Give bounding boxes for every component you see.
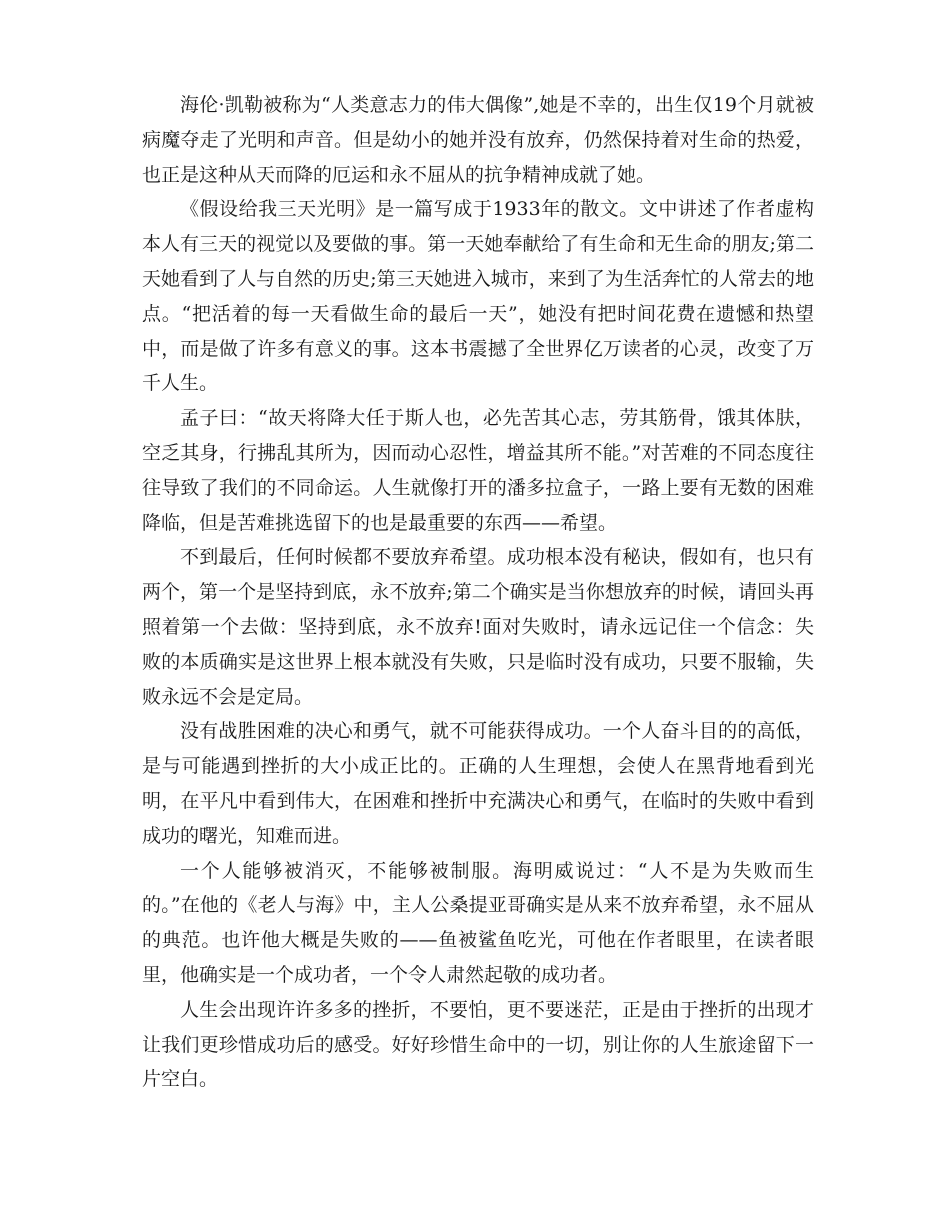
paragraph-conclusion: 人生会出现许许多多的挫折，不要怕，更不要迷茫，正是由于挫折的出现才让我们更珍惜成功后的感受。好好珍惜生命中的一切，别让你的人生旅途留下一片空白。 <box>142 998 814 1091</box>
paragraph-never-give-up: 不到最后，任何时候都不要放弃希望。成功根本没有秘诀，假如有，也只有两个，第一个是坚持到底，永不放弃;第二个确实是当你想放弃的时候，请回头再照着第一个去做：坚持到底，永不放弃!面对失败时，请永远记住一个信念：失败的本质确实是这世界上根本就没有失败，只是临时没有成功，只要不服输，失败永远不会是定局。 <box>142 546 814 708</box>
paragraph-three-days-of-light: 《假设给我三天光明》是一篇写成于1933年的散文。文中讲述了作者虚构本人有三天的视觉以及要做的事。第一天她奉献给了有生命和无生命的朋友;第二天她看到了人与自然的历史;第三天她进入城市，来到了为生活奔忙的人常去的地点。“把活着的每一天看做生命的最后一天”，她没有把时间花费在遗憾和热望中，而是做了许多有意义的事。这本书震撼了全世界亿万读者的心灵，改变了万千人生。 <box>142 198 814 395</box>
document-body <box>142 88 814 1097</box>
paragraph-hemingway: 一个人能够被消灭，不能够被制服。海明威说过：“人不是为失败而生的。”在他的《老人与海》中，主人公桑提亚哥确实是从来不放弃希望，永不屈从的典范。也许他大概是失败的——鱼被鲨鱼吃光，可他在作者眼里，在读者眼里，他确实是一个成功者，一个令人肃然起敬的成功者。 <box>142 859 814 986</box>
paragraph-courage: 没有战胜困难的决心和勇气，就不可能获得成功。一个人奋斗目的的高低，是与可能遇到挫折的大小成正比的。正确的人生理想，会使人在黑背地看到光明，在平凡中看到伟大，在困难和挫折中充满决心和勇气，在临时的失败中看到成功的曙光，知难而进。 <box>142 720 814 847</box>
paragraph-helen-keller: 海伦·凯勒被称为“人类意志力的伟大偶像”,她是不幸的，出生仅19个月就被病魔夺走了光明和声音。但是幼小的她并没有放弃，仍然保持着对生命的热爱，也正是这种从天而降的厄运和永不屈从的抗争精神成就了她。 <box>142 94 814 186</box>
paragraph-mencius-quote: 孟子曰：“故天将降大任于斯人也，必先苦其心志，劳其筋骨，饿其体肤，空乏其身，行拂乱其所为，因而动心忍性，增益其所不能。”对苦难的不同态度往往导致了我们的不同命运。人生就像打开的潘多拉盒子，一路上要有无数的困难降临，但是苦难挑选留下的也是最重要的东西——希望。 <box>142 407 814 534</box>
